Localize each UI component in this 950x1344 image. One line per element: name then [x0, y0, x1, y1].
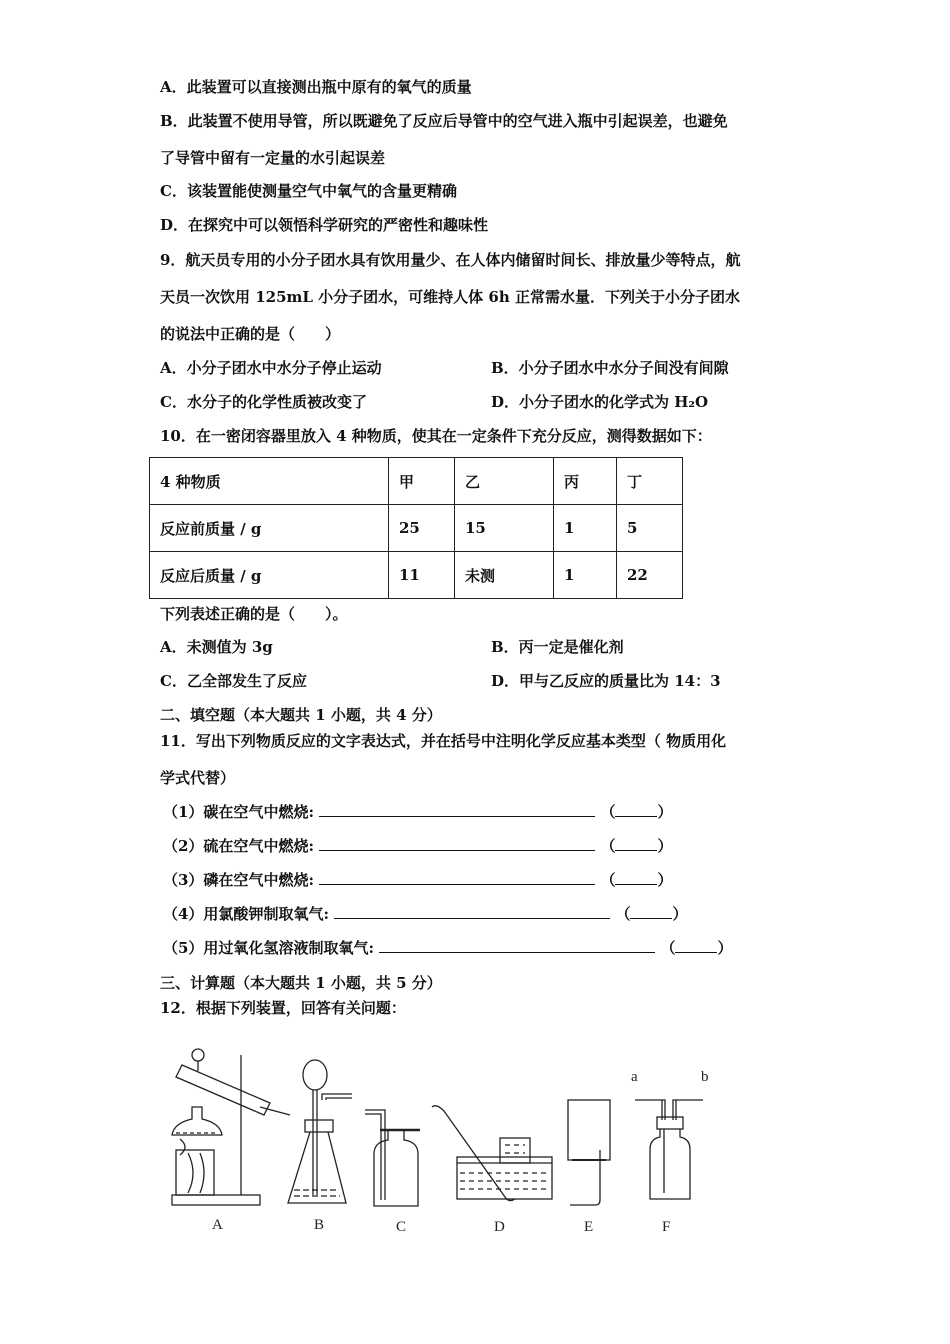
q8-option-c: C．该装置能使测量空气中氧气的含量更精确	[160, 182, 457, 200]
type-blank[interactable]	[615, 802, 657, 817]
q11-item-label: （4）用氯酸钾制取氧气:	[163, 905, 329, 923]
table-cell: 反应前质量 / g	[150, 505, 389, 552]
table-cell: 乙	[455, 458, 554, 505]
table-cell: 25	[389, 505, 455, 552]
apparatus-f-icon	[635, 1100, 703, 1199]
type-blank[interactable]	[630, 904, 672, 919]
q9-option-d: D．小分子团水的化学式为 H₂O	[491, 393, 709, 411]
paren-open: （	[615, 905, 631, 923]
type-blank[interactable]	[615, 836, 657, 851]
type-blank[interactable]	[615, 870, 657, 885]
q10-option-b: B．丙一定是催化剂	[491, 638, 624, 656]
table-cell: 1	[554, 505, 617, 552]
q11-stem-line1: 11．写出下列物质反应的文字表达式，并在括号中注明化学反应基本类型（ 物质用化	[160, 732, 727, 750]
q8-option-b-line2: 了导管中留有一定量的水引起误差	[160, 149, 386, 167]
q11-stem-line2: 学式代替）	[160, 769, 236, 787]
figure-label-f: F	[662, 1219, 671, 1235]
paren-open: （	[600, 803, 616, 821]
paren-close: ）	[657, 803, 673, 821]
table-cell: 反应后质量 / g	[150, 552, 389, 599]
q9-option-b: B．小分子团水中水分子间没有间隙	[491, 359, 729, 377]
table-header-row	[150, 458, 683, 505]
q11-item-5	[163, 938, 732, 958]
q10-stem: 10．在一密闭容器里放入 4 种物质，使其在一定条件下充分反应，测得数据如下：	[160, 427, 712, 445]
paren-open: （	[660, 939, 676, 957]
apparatus-d-icon	[432, 1106, 552, 1201]
q11-item-label: （3）磷在空气中燃烧:	[163, 871, 314, 889]
answer-blank[interactable]	[379, 938, 655, 953]
table-cell: 甲	[389, 458, 455, 505]
paren-open: （	[600, 837, 616, 855]
paren-close: ）	[657, 871, 673, 889]
table-row	[150, 505, 683, 552]
q10-data-table	[149, 457, 683, 599]
paren-open: （	[600, 871, 616, 889]
q11-item-1	[163, 802, 672, 822]
table-cell: 丙	[554, 458, 617, 505]
q9-stem-line1: 9．航天员专用的小分子团水具有饮用量少、在人体内储留时间长、排放量少等特点，航	[160, 251, 741, 269]
table-cell: 5	[617, 505, 683, 552]
q11-item-2	[163, 836, 672, 856]
q9-option-a: A．小分子团水中水分子停止运动	[160, 359, 382, 377]
q8-option-d: D．在探究中可以领悟科学研究的严密性和趣味性	[160, 216, 489, 234]
q11-item-label: （1）碳在空气中燃烧:	[163, 803, 314, 821]
apparatus-c-icon	[365, 1110, 420, 1206]
q11-item-label: （5）用过氧化氢溶液制取氧气:	[163, 939, 374, 957]
figure-label-e: E	[584, 1219, 594, 1235]
answer-blank[interactable]	[319, 802, 595, 817]
paren-close: ）	[672, 905, 688, 923]
figure-label-c: C	[396, 1219, 407, 1235]
q10-option-c: C．乙全部发生了反应	[160, 672, 307, 690]
q8-option-a: A．此装置可以直接测出瓶中原有的氧气的质量	[160, 78, 472, 96]
answer-blank[interactable]	[319, 836, 595, 851]
answer-blank[interactable]	[334, 904, 610, 919]
q11-item-4	[163, 904, 687, 924]
apparatus-drawing	[160, 1045, 760, 1245]
apparatus-a-icon	[172, 1049, 290, 1205]
q9-stem-line2: 天员一次饮用 125mL 小分子团水，可维持人体 6h 正常需水量．下列关于小分子团水	[160, 288, 740, 306]
section2-title: 二、填空题（本大题共 1 小题，共 4 分）	[160, 706, 442, 724]
q11-item-3	[163, 870, 672, 890]
table-cell: 15	[455, 505, 554, 552]
apparatus-b-icon	[288, 1060, 352, 1203]
port-label-b: b	[701, 1069, 709, 1085]
q10-question: 下列表述正确的是（ ）。	[160, 605, 348, 623]
table-row	[150, 552, 683, 599]
q10-option-a: A．未测值为 3g	[160, 638, 273, 656]
answer-blank[interactable]	[319, 870, 595, 885]
figure-label-d: D	[494, 1219, 505, 1235]
q11-item-label: （2）硫在空气中燃烧:	[163, 837, 314, 855]
q9-option-c: C．水分子的化学性质被改变了	[160, 393, 367, 411]
table-cell: 丁	[617, 458, 683, 505]
figure-label-b: B	[314, 1217, 325, 1233]
lab-apparatus-figure	[160, 1045, 760, 1245]
paren-close: ）	[657, 837, 673, 855]
q8-option-b-line1: B．此装置不使用导管，所以既避免了反应后导管中的空气进入瓶中引起误差，也避免	[160, 112, 728, 130]
paren-close: ）	[717, 939, 733, 957]
table-cell: 未测	[455, 552, 554, 599]
q9-stem-line3: 的说法中正确的是（ ）	[160, 325, 341, 343]
table-cell: 22	[617, 552, 683, 599]
q12-stem: 12．根据下列装置，回答有关问题：	[160, 999, 406, 1017]
port-label-a: a	[631, 1069, 638, 1085]
figure-label-a: A	[212, 1217, 223, 1233]
apparatus-e-icon	[568, 1100, 610, 1205]
table-cell: 1	[554, 552, 617, 599]
table-cell: 4 种物质	[150, 458, 389, 505]
type-blank[interactable]	[675, 938, 717, 953]
table-cell: 11	[389, 552, 455, 599]
section3-title: 三、计算题（本大题共 1 小题，共 5 分）	[160, 974, 442, 992]
q10-option-d: D．甲与乙反应的质量比为 14：3	[491, 672, 721, 690]
